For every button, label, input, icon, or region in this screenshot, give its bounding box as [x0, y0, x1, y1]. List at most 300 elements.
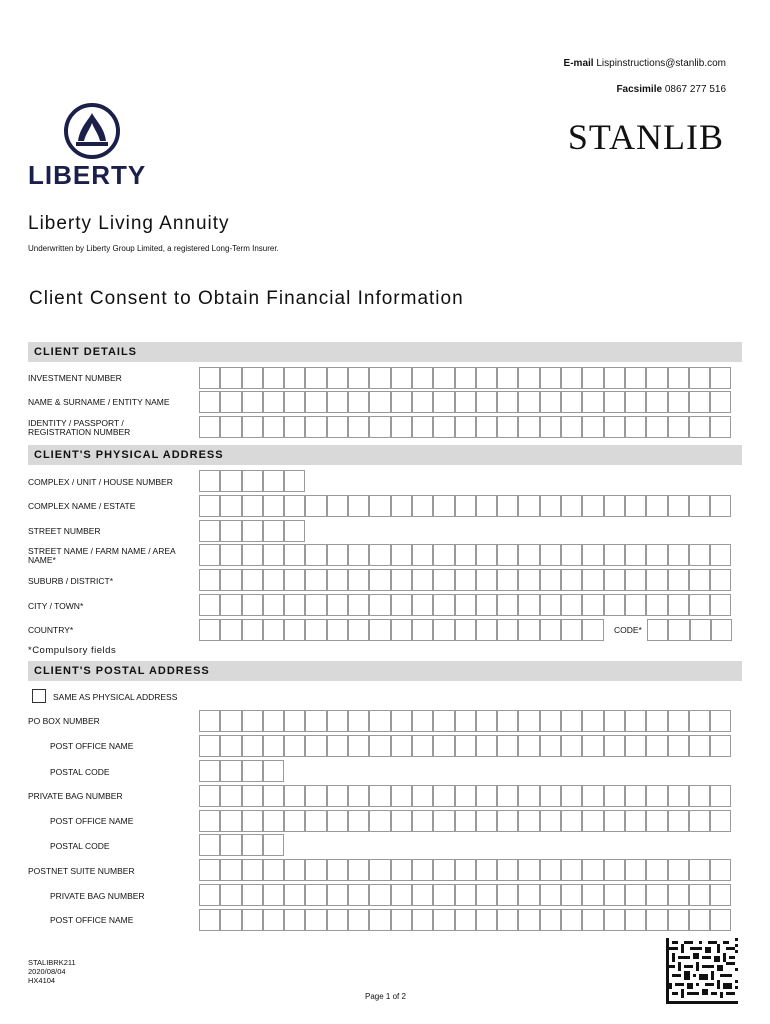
char-box[interactable]: [646, 391, 667, 413]
char-box[interactable]: [540, 710, 561, 732]
char-box[interactable]: [455, 810, 476, 832]
char-box[interactable]: [582, 495, 603, 517]
char-box[interactable]: [263, 810, 284, 832]
char-box[interactable]: [305, 367, 326, 389]
char-box[interactable]: [433, 735, 454, 757]
char-box[interactable]: [668, 495, 689, 517]
char-box[interactable]: [391, 416, 412, 438]
char-box[interactable]: [497, 884, 518, 906]
char-box[interactable]: [689, 909, 710, 931]
private-bag-field[interactable]: [199, 785, 731, 807]
char-box[interactable]: [412, 569, 433, 591]
char-box[interactable]: [348, 391, 369, 413]
char-box[interactable]: [625, 416, 646, 438]
char-box[interactable]: [263, 544, 284, 566]
char-box[interactable]: [476, 859, 497, 881]
char-box[interactable]: [242, 495, 263, 517]
char-box[interactable]: [646, 710, 667, 732]
char-box[interactable]: [242, 391, 263, 413]
char-box[interactable]: [412, 594, 433, 616]
char-box[interactable]: [327, 859, 348, 881]
char-box[interactable]: [391, 909, 412, 931]
char-box[interactable]: [220, 594, 241, 616]
char-box[interactable]: [220, 544, 241, 566]
char-box[interactable]: [391, 569, 412, 591]
char-box[interactable]: [433, 785, 454, 807]
char-box[interactable]: [582, 569, 603, 591]
char-box[interactable]: [348, 416, 369, 438]
char-box[interactable]: [646, 544, 667, 566]
char-box[interactable]: [284, 735, 305, 757]
char-box[interactable]: [689, 416, 710, 438]
char-box[interactable]: [433, 909, 454, 931]
char-box[interactable]: [689, 785, 710, 807]
char-box[interactable]: [689, 810, 710, 832]
char-box[interactable]: [455, 367, 476, 389]
char-box[interactable]: [710, 909, 731, 931]
char-box[interactable]: [689, 495, 710, 517]
char-box[interactable]: [604, 810, 625, 832]
char-box[interactable]: [625, 495, 646, 517]
char-box[interactable]: [476, 735, 497, 757]
char-box[interactable]: [604, 367, 625, 389]
char-box[interactable]: [242, 760, 263, 782]
char-box[interactable]: [540, 785, 561, 807]
char-box[interactable]: [455, 859, 476, 881]
char-box[interactable]: [305, 594, 326, 616]
char-box[interactable]: [412, 909, 433, 931]
char-box[interactable]: [455, 909, 476, 931]
char-box[interactable]: [582, 810, 603, 832]
char-box[interactable]: [369, 367, 390, 389]
char-box[interactable]: [518, 495, 539, 517]
char-box[interactable]: [476, 909, 497, 931]
char-box[interactable]: [220, 495, 241, 517]
suburb-field[interactable]: [199, 569, 731, 591]
char-box[interactable]: [561, 495, 582, 517]
char-box[interactable]: [646, 884, 667, 906]
char-box[interactable]: [561, 710, 582, 732]
char-box[interactable]: [284, 785, 305, 807]
char-box[interactable]: [518, 544, 539, 566]
char-box[interactable]: [689, 884, 710, 906]
char-box[interactable]: [540, 367, 561, 389]
char-box[interactable]: [497, 569, 518, 591]
char-box[interactable]: [433, 495, 454, 517]
postnet-post-office-field[interactable]: [199, 909, 731, 931]
char-box[interactable]: [604, 594, 625, 616]
char-box[interactable]: [561, 391, 582, 413]
char-box[interactable]: [646, 495, 667, 517]
char-box[interactable]: [561, 544, 582, 566]
char-box[interactable]: [668, 710, 689, 732]
char-box[interactable]: [540, 619, 561, 641]
char-box[interactable]: [369, 735, 390, 757]
char-box[interactable]: [625, 810, 646, 832]
char-box[interactable]: [476, 495, 497, 517]
char-box[interactable]: [561, 735, 582, 757]
char-box[interactable]: [518, 710, 539, 732]
char-box[interactable]: [305, 710, 326, 732]
char-box[interactable]: [518, 416, 539, 438]
char-box[interactable]: [433, 367, 454, 389]
char-box[interactable]: [369, 391, 390, 413]
char-box[interactable]: [646, 810, 667, 832]
char-box[interactable]: [305, 544, 326, 566]
char-box[interactable]: [412, 391, 433, 413]
char-box[interactable]: [604, 735, 625, 757]
char-box[interactable]: [540, 810, 561, 832]
char-box[interactable]: [263, 760, 284, 782]
char-box[interactable]: [625, 710, 646, 732]
char-box[interactable]: [327, 544, 348, 566]
char-box[interactable]: [561, 416, 582, 438]
char-box[interactable]: [625, 859, 646, 881]
char-box[interactable]: [327, 594, 348, 616]
char-box[interactable]: [242, 909, 263, 931]
city-field[interactable]: [199, 594, 731, 616]
char-box[interactable]: [497, 710, 518, 732]
char-box[interactable]: [518, 391, 539, 413]
char-box[interactable]: [668, 810, 689, 832]
char-box[interactable]: [284, 367, 305, 389]
char-box[interactable]: [412, 710, 433, 732]
char-box[interactable]: [476, 710, 497, 732]
char-box[interactable]: [220, 619, 241, 641]
po-box-field[interactable]: [199, 710, 731, 732]
char-box[interactable]: [199, 520, 220, 542]
char-box[interactable]: [561, 859, 582, 881]
char-box[interactable]: [518, 859, 539, 881]
char-box[interactable]: [689, 367, 710, 389]
char-box[interactable]: [668, 594, 689, 616]
char-box[interactable]: [284, 520, 305, 542]
char-box[interactable]: [391, 367, 412, 389]
char-box[interactable]: [604, 909, 625, 931]
char-box[interactable]: [391, 619, 412, 641]
char-box[interactable]: [305, 785, 326, 807]
char-box[interactable]: [625, 594, 646, 616]
char-box[interactable]: [263, 710, 284, 732]
postnet-suite-field[interactable]: [199, 859, 731, 881]
char-box[interactable]: [518, 810, 539, 832]
char-box[interactable]: [604, 495, 625, 517]
char-box[interactable]: [689, 544, 710, 566]
char-box[interactable]: [199, 416, 220, 438]
char-box[interactable]: [242, 520, 263, 542]
char-box[interactable]: [369, 495, 390, 517]
char-box[interactable]: [263, 391, 284, 413]
char-box[interactable]: [668, 909, 689, 931]
char-box[interactable]: [540, 569, 561, 591]
char-box[interactable]: [242, 619, 263, 641]
char-box[interactable]: [263, 785, 284, 807]
char-box[interactable]: [689, 391, 710, 413]
char-box[interactable]: [455, 544, 476, 566]
char-box[interactable]: [348, 909, 369, 931]
char-box[interactable]: [220, 859, 241, 881]
char-box[interactable]: [220, 810, 241, 832]
char-box[interactable]: [199, 735, 220, 757]
char-box[interactable]: [284, 884, 305, 906]
char-box[interactable]: [412, 544, 433, 566]
char-box[interactable]: [455, 735, 476, 757]
char-box[interactable]: [220, 470, 241, 492]
char-box[interactable]: [604, 884, 625, 906]
char-box[interactable]: [284, 416, 305, 438]
char-box[interactable]: [518, 569, 539, 591]
char-box[interactable]: [646, 569, 667, 591]
char-box[interactable]: [327, 909, 348, 931]
char-box[interactable]: [327, 495, 348, 517]
char-box[interactable]: [668, 367, 689, 389]
char-box[interactable]: [455, 569, 476, 591]
char-box[interactable]: [668, 619, 689, 641]
char-box[interactable]: [433, 594, 454, 616]
char-box[interactable]: [391, 735, 412, 757]
char-box[interactable]: [710, 594, 731, 616]
char-box[interactable]: [497, 859, 518, 881]
char-box[interactable]: [518, 594, 539, 616]
char-box[interactable]: [327, 569, 348, 591]
char-box[interactable]: [455, 785, 476, 807]
pb-post-office-field[interactable]: [199, 810, 731, 832]
char-box[interactable]: [412, 884, 433, 906]
char-box[interactable]: [263, 495, 284, 517]
char-box[interactable]: [710, 495, 731, 517]
char-box[interactable]: [220, 735, 241, 757]
char-box[interactable]: [497, 909, 518, 931]
char-box[interactable]: [582, 619, 603, 641]
complex-unit-field[interactable]: [199, 470, 305, 492]
char-box[interactable]: [220, 909, 241, 931]
char-box[interactable]: [263, 470, 284, 492]
char-box[interactable]: [582, 785, 603, 807]
char-box[interactable]: [263, 834, 284, 856]
char-box[interactable]: [220, 391, 241, 413]
char-box[interactable]: [582, 367, 603, 389]
char-box[interactable]: [305, 391, 326, 413]
char-box[interactable]: [242, 367, 263, 389]
char-box[interactable]: [369, 884, 390, 906]
complex-name-field[interactable]: [199, 495, 731, 517]
pb-postal-code-field[interactable]: [199, 834, 284, 856]
char-box[interactable]: [497, 810, 518, 832]
char-box[interactable]: [540, 909, 561, 931]
char-box[interactable]: [625, 735, 646, 757]
char-box[interactable]: [263, 909, 284, 931]
char-box[interactable]: [391, 391, 412, 413]
char-box[interactable]: [476, 367, 497, 389]
char-box[interactable]: [305, 416, 326, 438]
char-box[interactable]: [518, 735, 539, 757]
char-box[interactable]: [433, 619, 454, 641]
char-box[interactable]: [199, 594, 220, 616]
char-box[interactable]: [327, 416, 348, 438]
char-box[interactable]: [668, 859, 689, 881]
char-box[interactable]: [433, 710, 454, 732]
char-box[interactable]: [284, 470, 305, 492]
char-box[interactable]: [327, 735, 348, 757]
char-box[interactable]: [455, 710, 476, 732]
char-box[interactable]: [604, 859, 625, 881]
char-box[interactable]: [220, 367, 241, 389]
char-box[interactable]: [348, 594, 369, 616]
identity-field[interactable]: [199, 416, 731, 438]
char-box[interactable]: [369, 710, 390, 732]
char-box[interactable]: [668, 884, 689, 906]
char-box[interactable]: [327, 810, 348, 832]
char-box[interactable]: [561, 884, 582, 906]
char-box[interactable]: [199, 710, 220, 732]
char-box[interactable]: [540, 495, 561, 517]
char-box[interactable]: [305, 859, 326, 881]
char-box[interactable]: [199, 810, 220, 832]
char-box[interactable]: [199, 391, 220, 413]
char-box[interactable]: [476, 569, 497, 591]
char-box[interactable]: [348, 619, 369, 641]
char-box[interactable]: [625, 569, 646, 591]
char-box[interactable]: [497, 785, 518, 807]
char-box[interactable]: [263, 619, 284, 641]
char-box[interactable]: [561, 569, 582, 591]
char-box[interactable]: [561, 909, 582, 931]
char-box[interactable]: [604, 544, 625, 566]
char-box[interactable]: [284, 710, 305, 732]
char-box[interactable]: [540, 416, 561, 438]
char-box[interactable]: [327, 367, 348, 389]
char-box[interactable]: [263, 735, 284, 757]
char-box[interactable]: [263, 520, 284, 542]
char-box[interactable]: [348, 735, 369, 757]
char-box[interactable]: [199, 859, 220, 881]
char-box[interactable]: [305, 495, 326, 517]
char-box[interactable]: [540, 884, 561, 906]
char-box[interactable]: [540, 594, 561, 616]
char-box[interactable]: [646, 859, 667, 881]
char-box[interactable]: [369, 619, 390, 641]
char-box[interactable]: [305, 735, 326, 757]
char-box[interactable]: [199, 367, 220, 389]
char-box[interactable]: [263, 416, 284, 438]
char-box[interactable]: [263, 569, 284, 591]
street-number-field[interactable]: [199, 520, 305, 542]
char-box[interactable]: [369, 810, 390, 832]
char-box[interactable]: [199, 785, 220, 807]
char-box[interactable]: [220, 834, 241, 856]
char-box[interactable]: [220, 569, 241, 591]
char-box[interactable]: [242, 569, 263, 591]
char-box[interactable]: [710, 569, 731, 591]
char-box[interactable]: [455, 495, 476, 517]
char-box[interactable]: [476, 619, 497, 641]
char-box[interactable]: [689, 735, 710, 757]
char-box[interactable]: [476, 391, 497, 413]
char-box[interactable]: [690, 619, 711, 641]
char-box[interactable]: [305, 909, 326, 931]
char-box[interactable]: [220, 760, 241, 782]
char-box[interactable]: [242, 859, 263, 881]
char-box[interactable]: [327, 710, 348, 732]
char-box[interactable]: [625, 391, 646, 413]
char-box[interactable]: [263, 884, 284, 906]
char-box[interactable]: [242, 884, 263, 906]
char-box[interactable]: [646, 785, 667, 807]
char-box[interactable]: [518, 785, 539, 807]
char-box[interactable]: [348, 859, 369, 881]
char-box[interactable]: [710, 785, 731, 807]
char-box[interactable]: [263, 594, 284, 616]
char-box[interactable]: [668, 569, 689, 591]
char-box[interactable]: [476, 594, 497, 616]
char-box[interactable]: [433, 416, 454, 438]
same-as-physical-checkbox[interactable]: [32, 689, 46, 703]
char-box[interactable]: [284, 594, 305, 616]
char-box[interactable]: [284, 544, 305, 566]
char-box[interactable]: [412, 785, 433, 807]
char-box[interactable]: [348, 884, 369, 906]
char-box[interactable]: [582, 735, 603, 757]
char-box[interactable]: [625, 785, 646, 807]
char-box[interactable]: [540, 544, 561, 566]
char-box[interactable]: [199, 569, 220, 591]
char-box[interactable]: [710, 416, 731, 438]
char-box[interactable]: [305, 884, 326, 906]
char-box[interactable]: [391, 544, 412, 566]
char-box[interactable]: [497, 544, 518, 566]
char-box[interactable]: [242, 594, 263, 616]
char-box[interactable]: [284, 495, 305, 517]
char-box[interactable]: [369, 909, 390, 931]
char-box[interactable]: [561, 810, 582, 832]
char-box[interactable]: [284, 909, 305, 931]
char-box[interactable]: [582, 416, 603, 438]
char-box[interactable]: [369, 594, 390, 616]
char-box[interactable]: [604, 569, 625, 591]
char-box[interactable]: [540, 735, 561, 757]
char-box[interactable]: [284, 391, 305, 413]
char-box[interactable]: [327, 884, 348, 906]
char-box[interactable]: [242, 834, 263, 856]
char-box[interactable]: [284, 569, 305, 591]
char-box[interactable]: [625, 909, 646, 931]
char-box[interactable]: [710, 735, 731, 757]
char-box[interactable]: [625, 884, 646, 906]
char-box[interactable]: [625, 367, 646, 389]
char-box[interactable]: [412, 810, 433, 832]
char-box[interactable]: [455, 884, 476, 906]
char-box[interactable]: [369, 859, 390, 881]
char-box[interactable]: [689, 594, 710, 616]
char-box[interactable]: [646, 735, 667, 757]
char-box[interactable]: [710, 367, 731, 389]
char-box[interactable]: [263, 367, 284, 389]
char-box[interactable]: [199, 544, 220, 566]
char-box[interactable]: [689, 859, 710, 881]
char-box[interactable]: [391, 785, 412, 807]
char-box[interactable]: [242, 416, 263, 438]
char-box[interactable]: [348, 785, 369, 807]
char-box[interactable]: [242, 470, 263, 492]
country-field[interactable]: [199, 619, 604, 641]
char-box[interactable]: [412, 367, 433, 389]
char-box[interactable]: [369, 544, 390, 566]
po-post-office-field[interactable]: [199, 735, 731, 757]
char-box[interactable]: [604, 416, 625, 438]
char-box[interactable]: [391, 810, 412, 832]
char-box[interactable]: [391, 710, 412, 732]
char-box[interactable]: [305, 619, 326, 641]
